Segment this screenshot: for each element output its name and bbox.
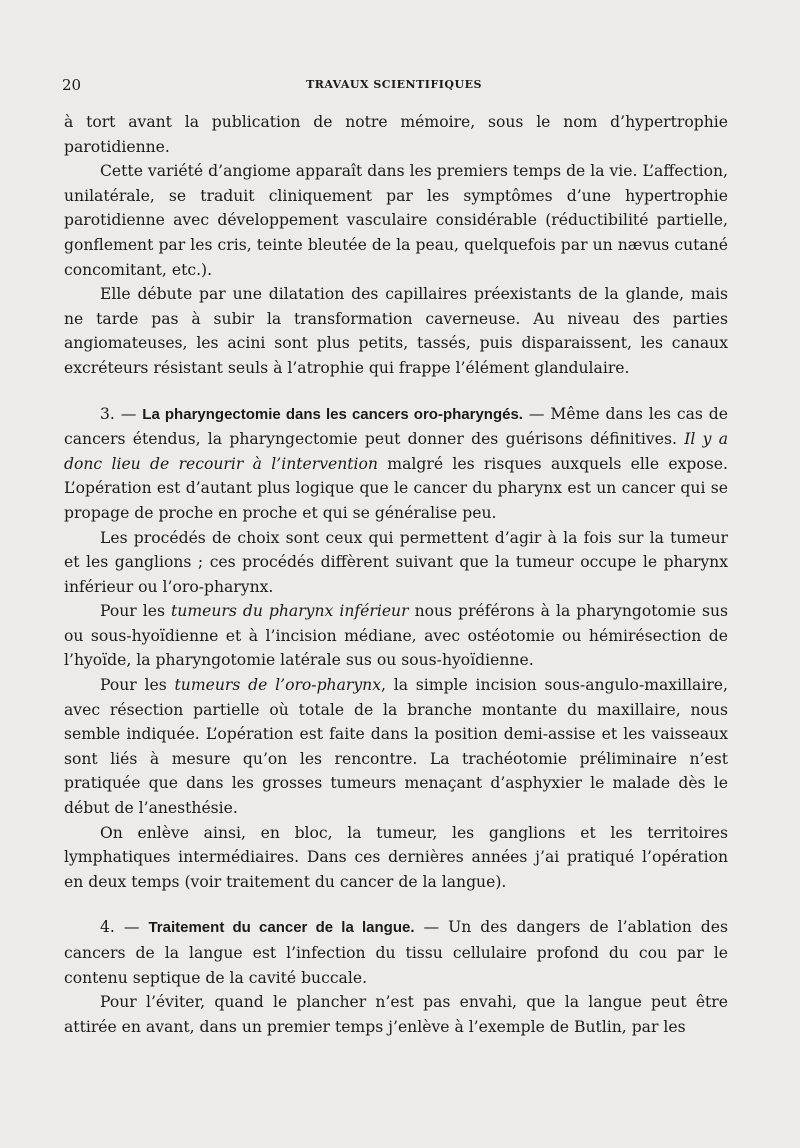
paragraph-lower-pharynx-text-b: nous préférons à la pharyngotomie sus ou sous-hyoïdienne et à l’incision médiane, avec ostéotomie ou hémirésection de l’hyoïde, la pharyngotomie latérale sus ou sous-hyoïdienne. [64,602,729,670]
paragraph-oropharynx-text-a: Pour les [100,676,175,695]
paragraph-oropharynx [64,673,728,821]
section-4-number: 4. — [100,918,149,937]
paragraph-avoidance: Pour l’éviter, quand le plancher n’est pas envahi, que la langue peut être attirée en avant, dans un premier temps j’enlève à l’exemple de Butlin, par les [64,993,728,1036]
paragraph-lower-pharynx [64,599,728,673]
running-title: TRAVAUX SCIENTIFIQUES [306,78,482,91]
paragraph-continuation: à tort avant la publication de notre mémoire, sous le nom d’hypertrophie parotidienne. [64,113,728,156]
paragraph-oropharynx-emphasis: tumeurs de l’oro-pharynx [174,676,381,695]
section-3-text-a: — Même dans les cas de cancers étendus, la pharyngectomie peut donner des guérisons définitives. [64,404,728,449]
paragraph-lower-pharynx-emphasis: tumeurs du pharynx inférieur [171,602,409,621]
section-4-heading: Traitement du cancer de la langue. [148,919,415,937]
paragraph-lower-pharynx-text-a: Pour les [100,602,172,621]
section-3-number: 3. — [100,404,143,423]
paragraph-en-bloc: On enlève ainsi, en bloc, la tumeur, les ganglions et les territoires lymphatiques intermédiaires. Dans ces dernières années j’ai pratiqué l’opération en deux temps (voir traitement du cancer de la langue). [64,823,728,891]
paragraph-procedures: Les procédés de choix sont ceux qui permettent d’agir à la fois sur la tumeur et les ganglions ; ces procédés diffèrent suivant que la tumeur occupe le pharynx inférieur ou l’oro-pharynx. [64,528,728,596]
paragraph-oropharynx-text-b: , la simple incision sous-angulo-maxillaire, avec résection partielle où totale de la branche montante du maxillaire, nous semble indiquée. L’opération est faite dans la position demi-assise et les vaisseaux sont liés à mesure qu’on les rencontre. La trachéotomie préliminaire n’est pratiquée que dans les grosses tumeurs menaçant d’asphyxier le malade dès le début de l’anesthésie. [64,676,728,818]
section-3-text-b: malgré les risques auxquels elle expose. L’opération est d’autant plus logique que le cancer du pharynx est un cancer qui se propage de proche en proche et qui se généralise peu. [64,454,728,522]
section-4-text: — Un des dangers de l’ablation des cancers de la langue est l’infection du tissu cellulaire profond du cou par le contenu septique de la cavité buccale. [64,918,729,987]
paragraph-angioma-variety: Cette variété d’angiome apparaît dans les premiers temps de la vie. L’affection, unilatérale, se traduit cliniquement par les symptômes d’une hypertrophie parotidienne avec développement vasculaire considérable (réductibilité partielle, gonflement par les cris, teinte bleutée de la peau, quelquefois par un nævus cutané concomitant, etc.). [64,162,728,279]
page-number: 20 [62,76,82,94]
body-text [64,110,728,1039]
section-3-paragraph [64,402,728,526]
page-header [62,76,726,96]
paragraph-capillary-dilatation: Elle débute par une dilatation des capillaires préexistants de la glande, mais ne tarde pas à subir la transformation caverneuse. Au niveau des parties angiomateuses, les acini sont plus petits, tassés, puis disparaissent, les canaux excréteurs résistant seuls à l’atrophie qui frappe l’élément glandulaire. [64,285,728,377]
section-4-paragraph [64,915,728,990]
section-3-emphasis: Il y a donc lieu de recourir à l’intervention [64,430,729,473]
section-3-heading: La pharyngectomie dans les cancers oro-pharyngés. [142,405,523,423]
